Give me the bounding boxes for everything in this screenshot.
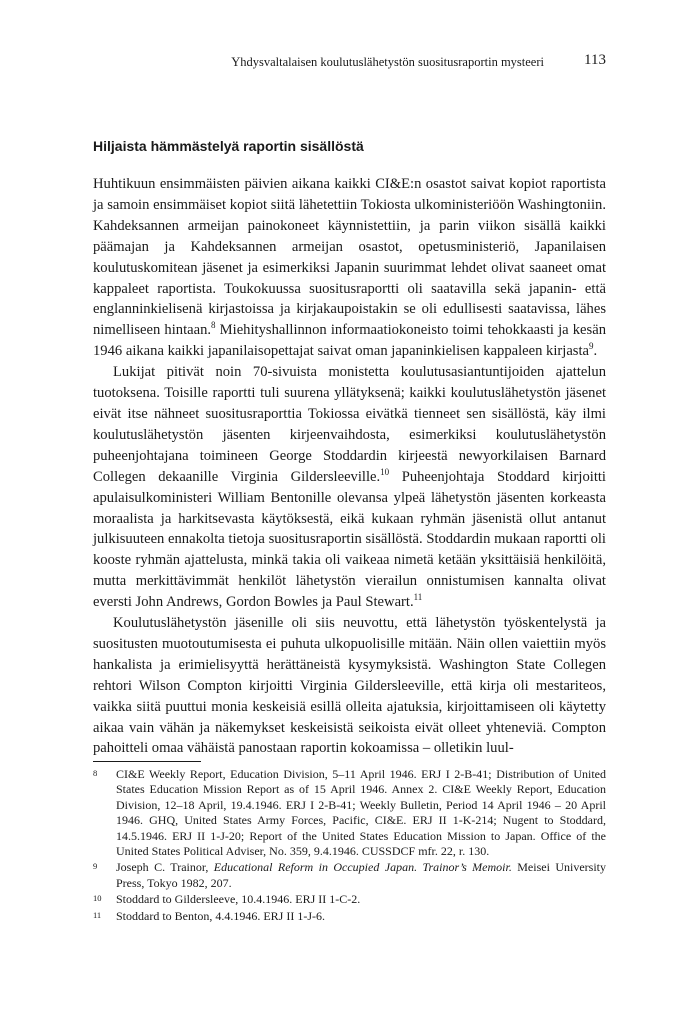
footnote-text [116,767,606,859]
footnote-number: 11 [93,909,102,920]
footnote-ref[interactable]: 9 [589,341,594,352]
text-run: Joseph C. Trainor, [116,860,214,875]
text-run: Stoddard to Gildersleeve, 10.4.1946. ERJ II 1-C-2. [116,892,361,907]
text-run: Koulutuslähetystön jäsenille oli siis neuvottu, että lähetystön työskentelystä ja suositusten muotoutumisesta ei puhuta ulkopuolisille mitään. Näin ollen vaiettiin myös hankalista ja erimielisyyttä herättäneistä kysymyksistä. Washington State Collegen rehtori Wilson Compton kirjoitti Virginia Gildersleeville, että kirja oli mestariteos, vaikka siitä puuttui monia keskeisiä esillä olleita ajatuksia, kirjoittamiseen oli käytetty aikaa vain vähän ja näkemykset keskeisistä seikoista eivät olleet yhteneviä. Compton pahoitteli omaa vähäistä panostaan raportin kokoamissa – olletikin luul- [93,615,606,757]
footnote-ref[interactable]: 8 [211,320,216,331]
footnote-divider [93,761,201,762]
body-text [93,174,606,759]
text-run: Miehityshallinnon informaatiokoneisto toimi tehokkaasti ja kesän 1946 aikana kaikki japanilaisopettajat saivat oman japaninkielisen kappaleen kirjasta [93,322,606,360]
text-run: CI&E Weekly Report, Education Division, 5–11 April 1946. ERJ I 2-B-41; Distribution of United States Education Mission Report as of 15 April 1946. Annex 2. CI&E Weekly Report, Education Division, 12–18 April, 19.4.1946. ERJ I 2-B-41; Weekly Bulletin, Period 14 April 1946 – 20 April 1946. GHQ, United States Army Forces, Pacific, CI&E. ERJ II 1-K-214; Nugent to Stoddard, 14.5.1946. ERJ II 1-J-20; Report of the United States Education Mission to Japan. Office of the United States Political Adviser, No. 359, 9.4.1946. CUSSDCF mfr. 22, r. 130. [116,767,606,859]
footnotes [93,767,606,925]
paragraph [93,613,606,759]
footnote-text [116,860,606,891]
footnote [93,909,606,924]
footnote-text [116,892,606,907]
text-run: Stoddard to Benton, 4.4.1946. ERJ II 1-J-6. [116,908,325,923]
paragraph [93,362,606,613]
text-run: . [593,343,598,360]
text-run: Huhtikuun ensimmäisten päivien aikana kaikki CI&E:n osastot saivat kopiot raportista ja samoin ensimmäiset kopiot siitä lähetettiin Tokiosta ulkoministeriöön Washingtoniin. Kahdeksannen armeijan painokoneet käynnistettiin, ja parin viikon sisällä kaikki päämajan ja Kahdeksannen armeijan osastot, opetusministeriö, Japanilaisen koulutuskomitean jäsenet ja esimerkiksi Japanin suurimmat lehdet olivat saaneet omat kappaleet raportista. Toukokuussa suositusraportti oli saatavilla sekä japanin- että englanninkielisenä kirjastoissa ja kirjakaupoistakin se oli edullisesti saatavissa, lähes nimelliseen hintaan. [93,176,606,339]
footnote-ref[interactable]: 10 [380,466,390,477]
text-run: Meisei University Press, Tokyo 1982, 207. [116,860,606,890]
text-run: Puheenjohtaja Stoddard kirjoitti apulaisulkoministeri William Bentonille olevansa ylpeä lähetystön jäsenten korkeasta moraalista ja harkitsevasta käytöksestä, eikä kukaan ryhmän jäsenistä ollut antanut julkisuuteen ennakolta tietoja suositusraportin sisällöstä. Stoddardin mukaan raportti oli kooste ryhmän ajattelusta, minkä takia oli vaikeaa nimetä ketään yksittäisiä henkilöitä, mutta merkittävimmät henkilöt lähetystön vierailun onnistumisen kannalta olivat eversti John Andrews, Gordon Bowles ja Paul Stewart. [93,468,606,611]
text-run: Lukijat pitivät noin 70-sivuista monistetta koulutusasiantuntijoiden ajattelun tuotoksena. Toisille raportti tuli suurena yllätyksenä; kaikki koulutuslähetystön jäsenet eivät itse nähneet suositusraporttia Tokiossa eivätkä tienneet sen sisällöstä, käy ilmi koulutuslähetystön jäsenten kirjeenvaihdosta, esimerkiksi koulutuslähetystön puheenjohtajana toimineen George Stoddardin kirjeestä newyorkilaisen Barnard Collegen dekaanille Virginia Gildersleeville. [93,364,606,485]
running-head [93,52,606,74]
paragraph [93,174,606,362]
italic-title: Educational Reform in Occupied Japan. Trainor’s Memoir. [213,860,512,875]
page-number: 113 [584,52,606,68]
footnote-number: 9 [93,861,98,872]
footnote [93,892,606,907]
footnote-number: 10 [93,893,102,904]
section-heading: Hiljaista hämmästelyä raportin sisällöstä [93,138,364,154]
footnote [93,860,606,891]
footnote [93,767,606,859]
footnote-ref[interactable]: 11 [413,592,423,603]
footnote-text [116,909,606,924]
running-title: Yhdysvaltalaisen koulutuslähetystön suositusraportin mysteeri [231,55,544,69]
footnote-number: 8 [93,768,98,778]
